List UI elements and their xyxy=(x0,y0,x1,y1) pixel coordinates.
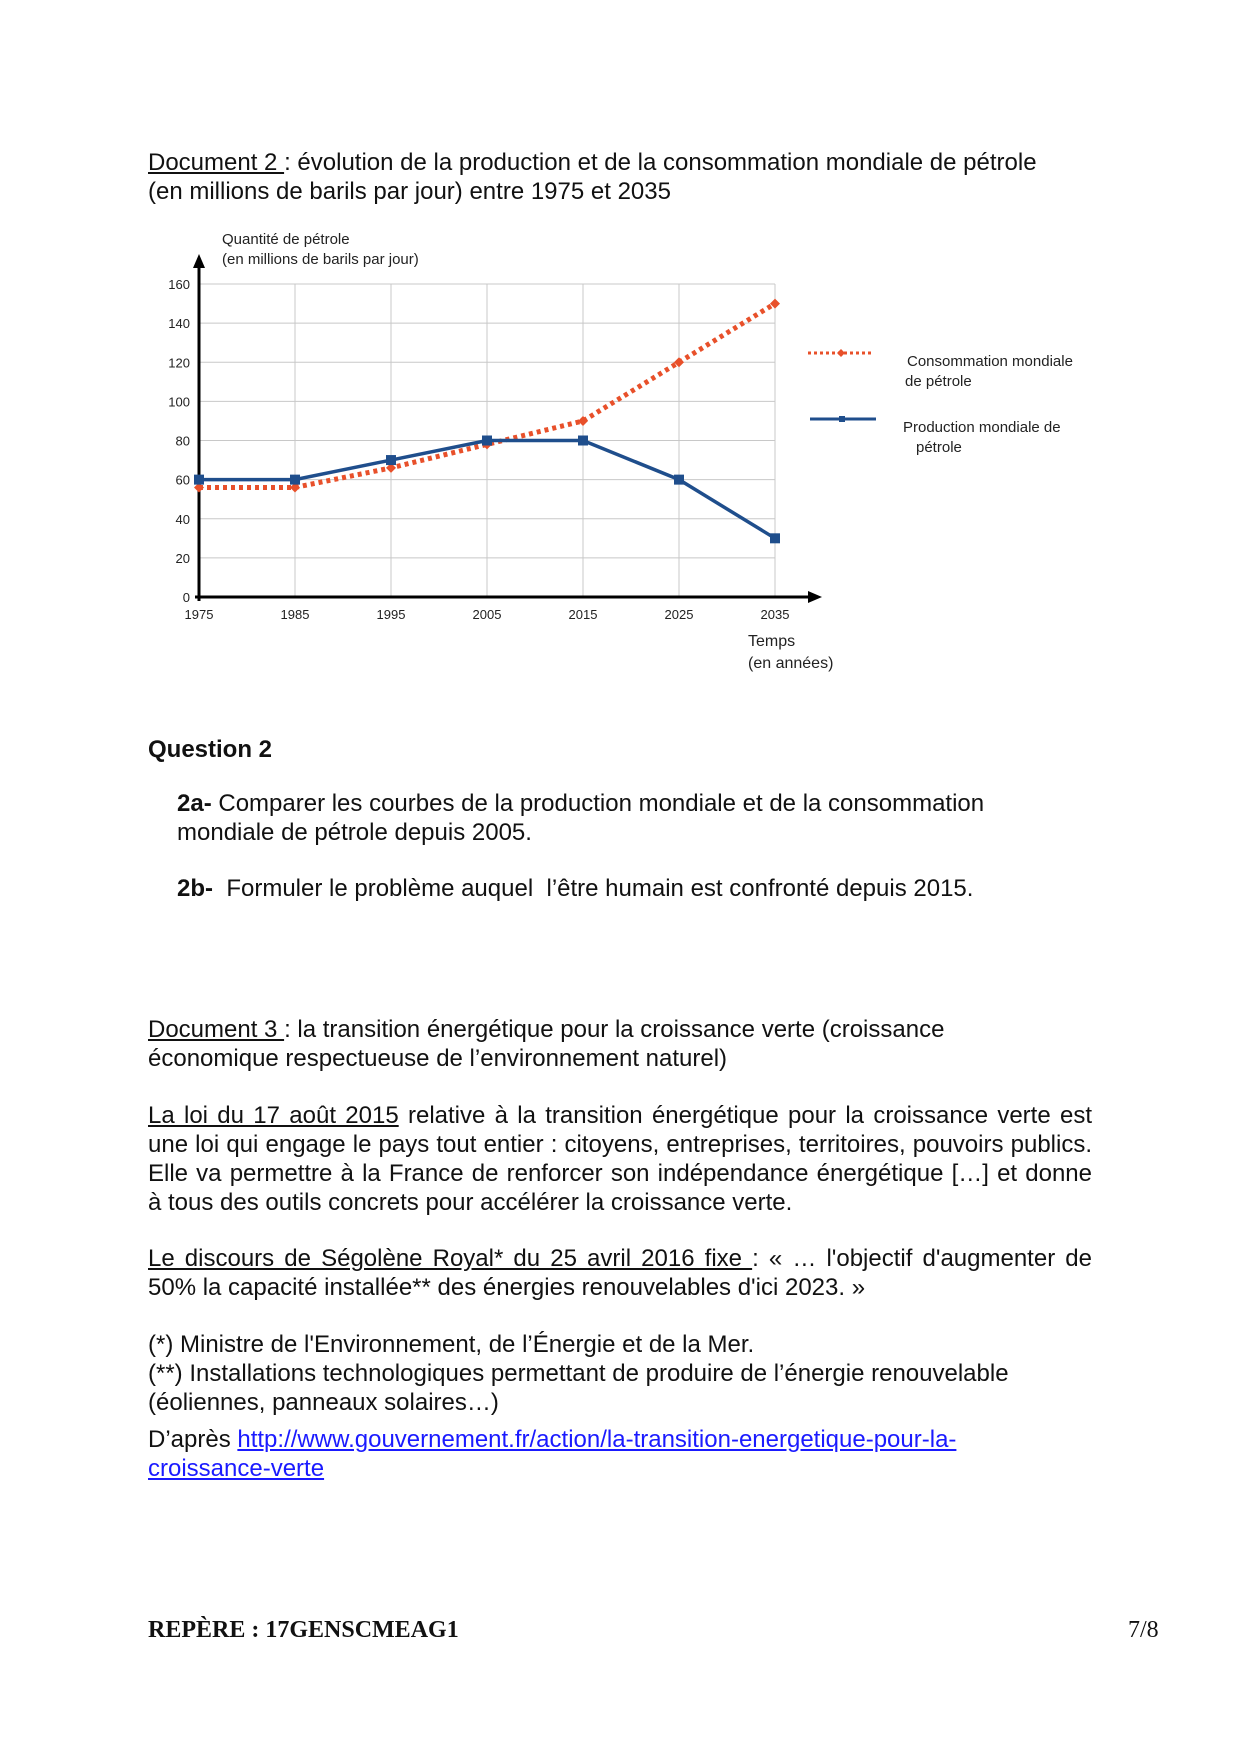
question2b xyxy=(177,874,1077,903)
doc3-source xyxy=(148,1425,1108,1483)
q2b-label: 2b- xyxy=(177,875,213,902)
question2-title: Question 2 xyxy=(148,736,273,763)
x-axis-arrow xyxy=(808,591,822,603)
doc2-label: Document 2 xyxy=(148,149,285,176)
q2a-text-2: mondiale de pétrole depuis 2005. xyxy=(177,819,532,846)
legend-consumption-label-2: de pétrole xyxy=(905,373,972,390)
y-tick-0: 0 xyxy=(182,590,190,605)
x-tick-2015: 2015 xyxy=(568,607,598,622)
point-production-2025 xyxy=(674,475,684,485)
y-tick-60: 60 xyxy=(175,472,190,488)
y-tick-80: 80 xyxy=(175,433,190,449)
y-tick-160: 160 xyxy=(168,277,190,292)
y-tick-20: 20 xyxy=(175,550,190,566)
legend-consumption-marker xyxy=(837,349,845,357)
doc3-notes xyxy=(148,1330,1092,1417)
footer-reference: REPÈRE : 17GENSCMEAG1 xyxy=(148,1617,459,1643)
paragraph2-text: : « … l'objectif d'augmenter de 50% la capacité installée** des énergies renouvelables d'ici 2023. » xyxy=(148,1245,1092,1301)
doc2-title-line2: (en millions de barils par jour) entre 1975 et 2035 xyxy=(148,178,671,205)
point-production-1995 xyxy=(386,455,396,465)
point-production-2035 xyxy=(770,533,780,543)
legend-consumption-label-1: Consommation mondiale xyxy=(907,353,1073,370)
y-axis-label-line2: (en millions de barils par jour) xyxy=(222,251,419,268)
source-link-part2[interactable]: croissance-verte xyxy=(148,1455,325,1482)
oil-chart xyxy=(140,222,1100,682)
legend-production-marker xyxy=(839,416,845,422)
page-number: 7/8 xyxy=(1128,1617,1159,1643)
x-tick-1995: 1995 xyxy=(376,607,406,622)
x-tick-labels xyxy=(185,607,790,622)
point-production-2015 xyxy=(578,436,588,446)
source-link-part1[interactable]: http://www.gouvernement.fr/action/la-transition-energetique-pour-la- xyxy=(237,1426,957,1453)
point-production-2005 xyxy=(482,436,492,446)
y-tick-100: 100 xyxy=(168,394,190,410)
source-prefix: D’après xyxy=(148,1426,238,1453)
y-tick-labels xyxy=(168,277,190,605)
q2a-label: 2a- xyxy=(177,790,212,817)
x-axis-label-line2: (en années) xyxy=(748,655,834,672)
note-2: (**) Installations technologiques permettant de produire de l’énergie renouvelable (éoliennes, panneaux solaires…) xyxy=(148,1360,1009,1416)
doc3-title-line2: économique respectueuse de l’environnement naturel) xyxy=(148,1045,728,1072)
x-tick-1985: 1985 xyxy=(280,607,310,622)
doc2-heading xyxy=(148,148,1108,206)
law-reference: La loi du 17 août 2015 xyxy=(148,1102,399,1129)
q2a-text-1: Comparer les courbes de la production mondiale et de la consommation xyxy=(211,790,985,817)
y-axis-label-line1: Quantité de pétrole xyxy=(222,231,350,248)
chart-axes xyxy=(193,254,822,603)
chart-legend xyxy=(808,349,1073,456)
point-production-1985 xyxy=(290,475,300,485)
point-consumption-2015 xyxy=(578,416,588,426)
paragraph1-text: relative à la transition énergétique pour la croissance verte est une loi qui engage le pays tout entier : citoyens, entreprises, territoires, pouvoirs publics. Elle va permettre à la France de renforcer son indépendance énergétique […] et donne à tous des outils concrets pour accélérer la croissance verte. xyxy=(148,1102,1093,1216)
doc3-heading xyxy=(148,1015,1108,1073)
y-axis-arrow xyxy=(193,254,205,268)
x-axis-label-line1: Temps xyxy=(748,633,796,650)
question2a xyxy=(177,789,1077,847)
x-tick-2035: 2035 xyxy=(760,607,790,622)
y-tick-140: 140 xyxy=(168,316,190,332)
x-tick-2005: 2005 xyxy=(472,607,502,622)
doc2-title: : évolution de la production et de la consommation mondiale de pétrole xyxy=(284,149,1037,176)
doc3-paragraph1 xyxy=(148,1101,1092,1217)
speech-reference: Le discours de Ségolène Royal* du 25 avril 2016 fixe xyxy=(148,1245,753,1272)
x-tick-2025: 2025 xyxy=(664,607,694,622)
x-tick-1975: 1975 xyxy=(184,607,214,622)
note-1: (*) Ministre de l'Environnement, de l’Énergie et de la Mer. xyxy=(148,1331,755,1358)
q2b-text: Formuler le problème auquel l’être humain est confronté depuis 2015. xyxy=(213,875,974,902)
doc3-paragraph2 xyxy=(148,1244,1092,1302)
legend-production-label-2: pétrole xyxy=(916,439,962,456)
y-tick-40: 40 xyxy=(175,511,190,527)
doc3-label: Document 3 xyxy=(148,1016,285,1043)
doc3-title: : la transition énergétique pour la croissance verte (croissance xyxy=(284,1016,945,1043)
y-tick-120: 120 xyxy=(168,355,190,371)
point-production-1975 xyxy=(194,475,204,485)
legend-production-label-1: Production mondiale de xyxy=(903,419,1061,436)
